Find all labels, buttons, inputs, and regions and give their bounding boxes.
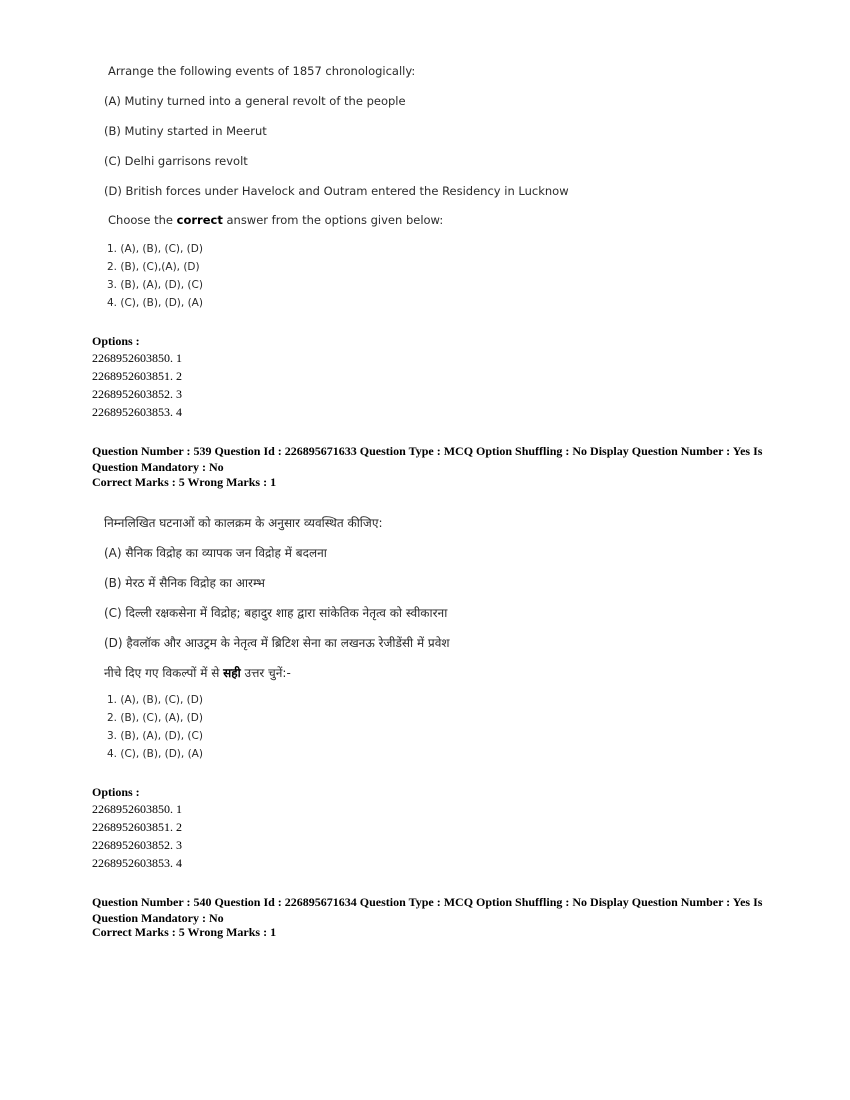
option-id: 2268952603851. 2 [92,820,182,834]
option-id: 2268952603851. 2 [92,369,182,383]
choice-item: 2. (B), (C),(A), (D) [107,261,200,273]
choice-item: 3. (B), (A), (D), (C) [107,730,203,742]
stem-line: Arrange the following events of 1857 chronologically: [108,64,416,78]
option-id: 2268952603853. 4 [92,856,182,870]
stem-line: (C) Delhi garrisons revolt [104,154,248,168]
stem-line: (B) Mutiny started in Meerut [104,124,267,138]
instruction-text: उत्तर चुनें:- [240,666,291,680]
stem-line: (A) सैनिक विद्रोह का व्यापक जन विद्रोह में बदलना [104,546,327,560]
choice-item: 1. (A), (B), (C), (D) [107,694,203,706]
question-539-marks: Correct Marks : 5 Wrong Marks : 1 [92,475,277,489]
choice-item: 1. (A), (B), (C), (D) [107,243,203,255]
option-id: 2268952603852. 3 [92,387,182,401]
stem-line: (D) British forces under Havelock and Outram entered the Residency in Lucknow [104,184,569,198]
instruction-line [104,664,291,681]
instruction-text: नीचे दिए गए विकल्पों में से [104,666,224,680]
option-id: 2268952603852. 3 [92,838,182,852]
question-539-meta: Question Number : 539 Question Id : 226895671633 Question Type : MCQ Option Shuffling : No Display Question Number : Yes Is Question Mandatory : No [92,444,763,474]
stem-line: (C) दिल्ली रक्षकसेना में विद्रोह; बहादुर शाह द्वारा सांकेतिक नेतृत्व को स्वीकारना [104,606,448,620]
instruction-text: Choose the [108,213,177,227]
choice-item: 3. (B), (A), (D), (C) [107,279,203,291]
option-id: 2268952603850. 1 [92,351,182,365]
stem-line: (B) मेरठ में सैनिक विद्रोह का आरम्भ [104,576,265,590]
option-id: 2268952603853. 4 [92,405,182,419]
choice-item: 4. (C), (B), (D), (A) [107,748,203,760]
instruction-text: answer from the options given below: [222,213,444,227]
instruction-emphasis: correct [176,213,223,227]
choice-item: 4. (C), (B), (D), (A) [107,297,203,309]
stem-line: निम्नलिखित घटनाओं को कालक्रम के अनुसार व्यवस्थित कीजिए: [104,516,383,530]
options-label: Options : [92,334,140,348]
question-540-marks: Correct Marks : 5 Wrong Marks : 1 [92,925,277,939]
choice-item: 2. (B), (C), (A), (D) [107,712,203,724]
instruction-line [108,213,443,227]
question-540-meta: Question Number : 540 Question Id : 226895671634 Question Type : MCQ Option Shuffling : No Display Question Number : Yes Is Question Mandatory : No [92,895,763,925]
stem-line: (D) हैवलॉक और आउट्रम के नेतृत्व में ब्रिटिश सेना का लखनऊ रेजीडेंसी में प्रवेश [104,636,450,650]
instruction-emphasis: सही [223,666,241,680]
option-id: 2268952603850. 1 [92,802,182,816]
options-label: Options : [92,785,140,799]
stem-line: (A) Mutiny turned into a general revolt of the people [104,94,406,108]
